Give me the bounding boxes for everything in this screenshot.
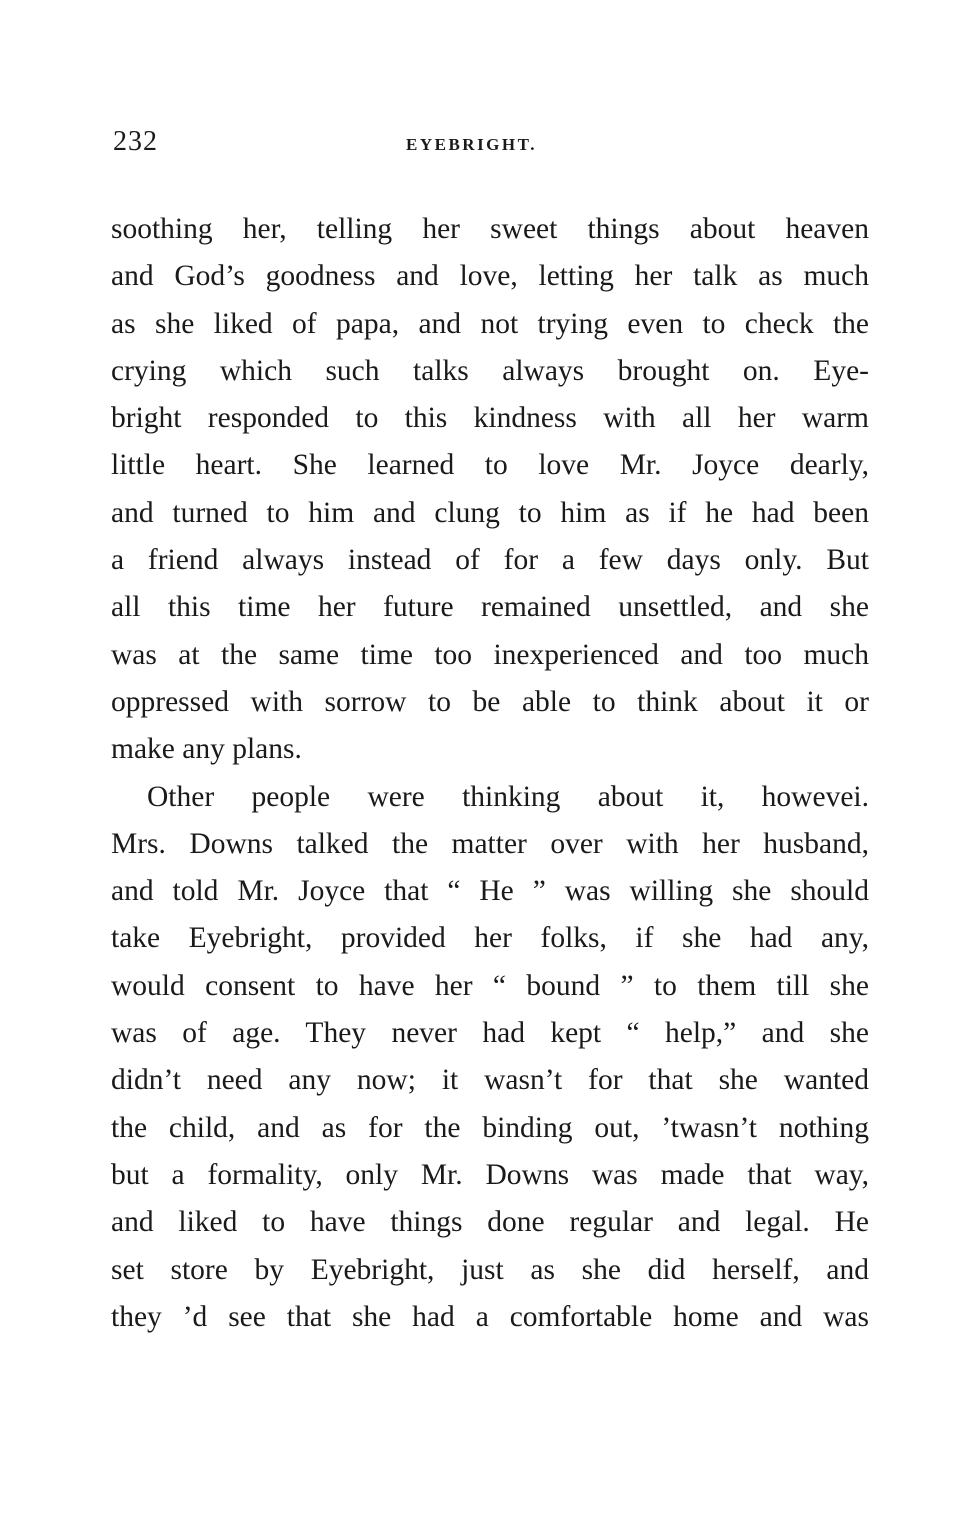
text-line: set store by Eyebright, just as she did herself, and: [111, 1253, 869, 1286]
paragraph-2: [111, 774, 869, 1342]
text-line: bright responded to this kindness with all her warm: [111, 402, 869, 435]
text-line: Mrs. Downs talked the matter over with her husband,: [111, 827, 869, 860]
body-text: [111, 206, 869, 1341]
text-line: little heart. She learned to love Mr. Joyce dearly,: [111, 449, 869, 482]
text-line: a friend always instead of for a few days only. But: [111, 544, 869, 577]
text-line: crying which such talks always brought on. Eye-: [111, 354, 869, 387]
text-line: soothing her, telling her sweet things about heaven: [111, 213, 869, 245]
text-line: and turned to him and clung to him as if he had been: [111, 496, 869, 529]
text-line: Other people were thinking about it, howevei.: [147, 780, 869, 813]
text-line: oppressed with sorrow to be able to think about it or: [111, 685, 869, 718]
running-title: EYEBRIGHT.: [406, 135, 537, 154]
text-line: was of age. They never had kept “ help,” and she: [111, 1017, 869, 1050]
text-line: all this time her future remained unsettled, and she: [111, 591, 869, 624]
text-line: and liked to have things done regular and legal. He: [111, 1206, 869, 1239]
text-line: they ’d see that she had a comfortable home and was: [111, 1300, 869, 1333]
text-line: but a formality, only Mr. Downs was made that way,: [111, 1158, 869, 1191]
running-head: [113, 126, 868, 166]
text-line: as she liked of papa, and not trying even to check the: [111, 307, 869, 340]
text-line: make any plans.: [111, 733, 302, 766]
text-line: the child, and as for the binding out, ’twasn’t nothing: [111, 1111, 869, 1144]
text-line: take Eyebright, provided her folks, if she had any,: [111, 922, 869, 955]
text-line: would consent to have her “ bound ” to them till she: [111, 969, 869, 1002]
text-line: and God’s goodness and love, letting her talk as much: [111, 260, 869, 293]
text-line: didn’t need any now; it wasn’t for that she wanted: [111, 1064, 869, 1097]
text-line: and told Mr. Joyce that “ He ” was willing she should: [111, 875, 869, 908]
text-line: was at the same time too inexperienced and too much: [111, 638, 869, 671]
paragraph-1: [111, 206, 869, 774]
page-number: 232: [113, 126, 158, 157]
